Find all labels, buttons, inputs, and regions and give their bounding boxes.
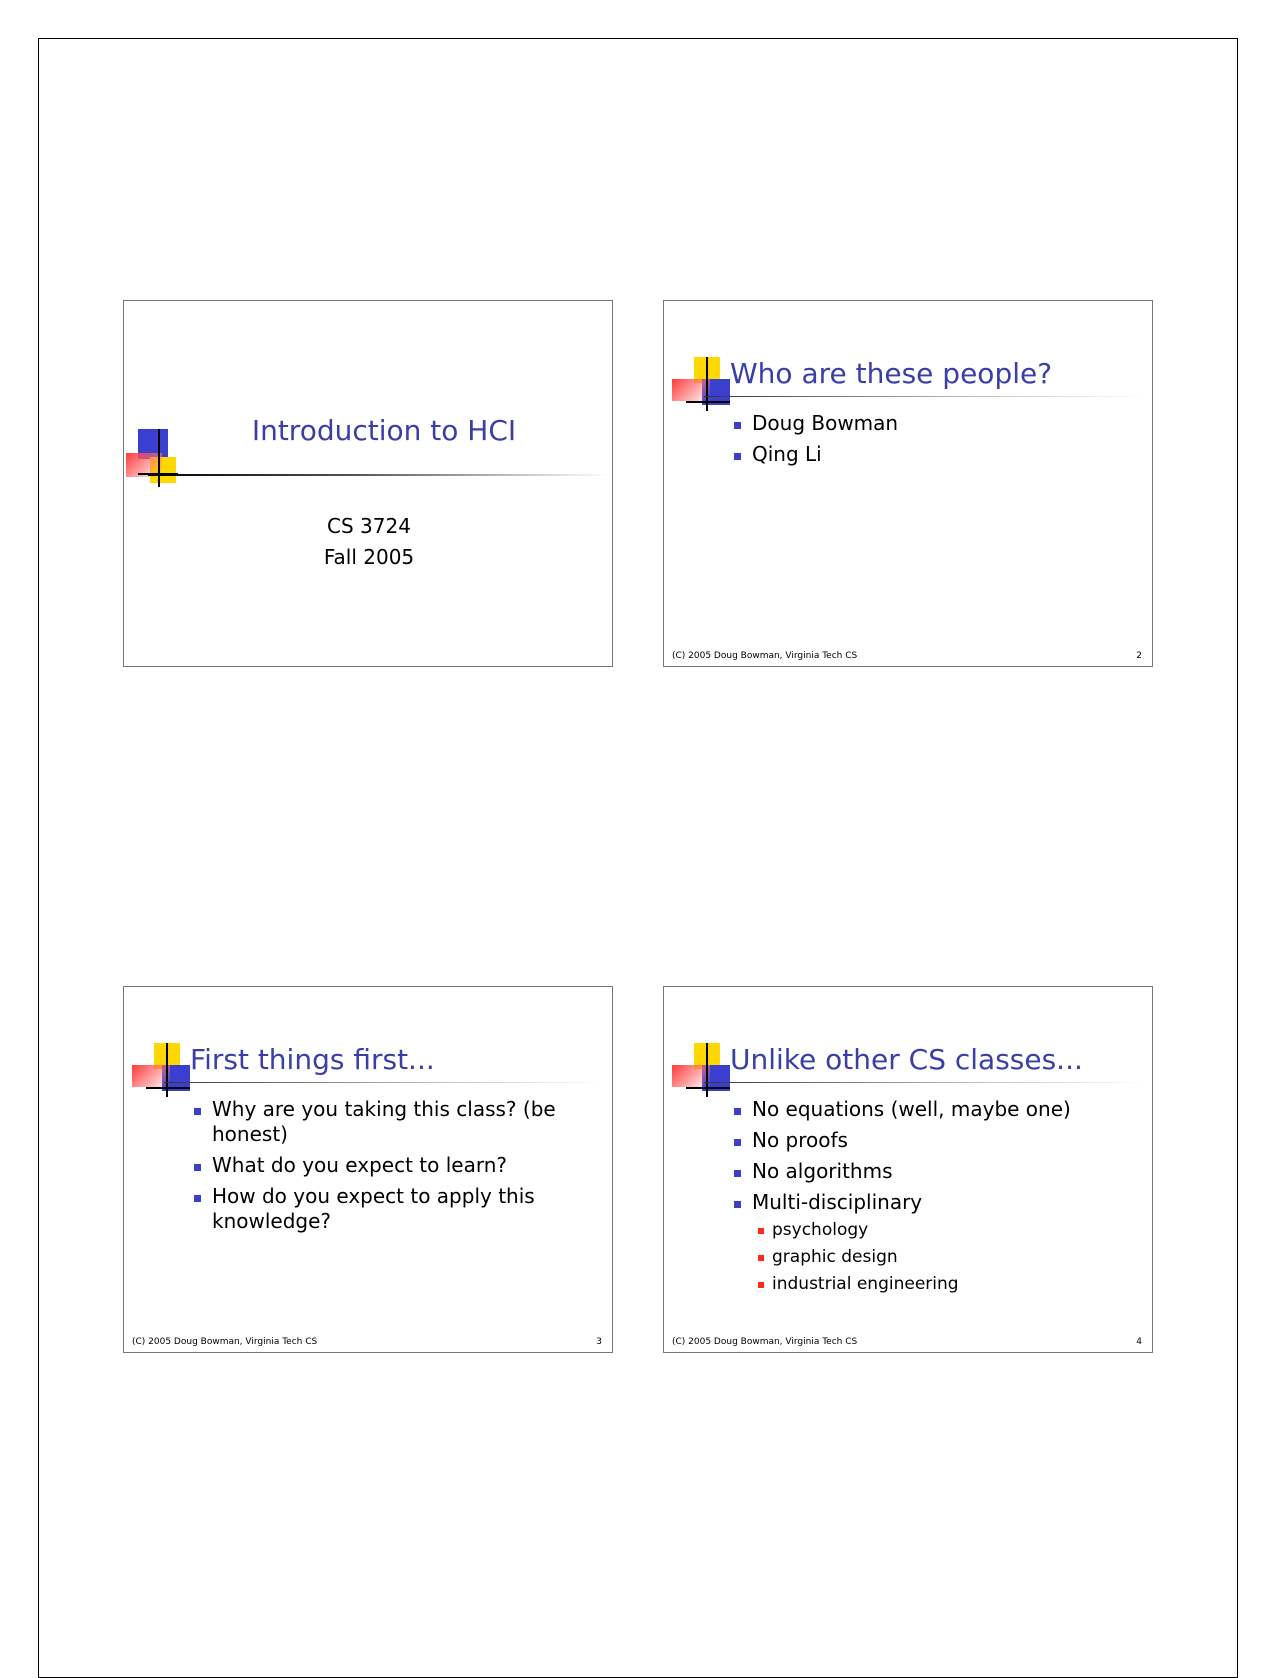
- bullet-list: [732, 411, 898, 473]
- list-item: How do you expect to apply this knowledge?: [192, 1184, 562, 1234]
- bullet-icon: [194, 1164, 201, 1171]
- slide-subtitle: [124, 511, 613, 573]
- sub-bullet-icon: [758, 1282, 764, 1288]
- sub-list-item: psychology: [756, 1219, 1071, 1241]
- bullet-icon: [194, 1108, 201, 1115]
- slide-title: Who are these people?: [730, 357, 1053, 390]
- bullet-icon: [734, 1139, 741, 1146]
- bullet-icon: [734, 1170, 741, 1177]
- page-number: 4: [1136, 1337, 1142, 1347]
- slide-logo-icon: [132, 1043, 192, 1103]
- slide-4[interactable]: [663, 986, 1153, 1353]
- bullet-list: [732, 1097, 1071, 1301]
- sub-bullet-icon: [758, 1255, 764, 1261]
- page-number: 3: [596, 1337, 602, 1347]
- sub-list-item: industrial engineering: [756, 1273, 1071, 1295]
- list-item: No proofs: [732, 1128, 1071, 1153]
- sub-list-item: graphic design: [756, 1246, 1071, 1268]
- list-item: What do you expect to learn?: [192, 1153, 562, 1178]
- bullet-icon: [194, 1195, 201, 1202]
- slide-2[interactable]: [663, 300, 1153, 667]
- title-rule: [148, 474, 608, 476]
- slide-title: Unlike other CS classes...: [730, 1043, 1083, 1076]
- slide-footer: (C) 2005 Doug Bowman, Virginia Tech CS: [672, 651, 858, 661]
- page-number: 2: [1136, 651, 1142, 661]
- subtitle-line: CS 3724: [327, 514, 411, 538]
- slide-footer: (C) 2005 Doug Bowman, Virginia Tech CS: [132, 1337, 318, 1347]
- list-item: No equations (well, maybe one): [732, 1097, 1071, 1122]
- slide-title: Introduction to HCI: [251, 414, 517, 447]
- page-frame: [38, 38, 1238, 1678]
- slide-footer: (C) 2005 Doug Bowman, Virginia Tech CS: [672, 1337, 858, 1347]
- list-item: No algorithms: [732, 1159, 1071, 1184]
- title-rule: [164, 1082, 604, 1083]
- slide-logo-icon: [672, 1043, 732, 1103]
- list-item: Qing Li: [732, 442, 898, 467]
- title-rule: [704, 396, 1144, 397]
- slide-3[interactable]: [123, 986, 613, 1353]
- bullet-icon: [734, 1201, 741, 1208]
- slide-1[interactable]: [123, 300, 613, 667]
- list-item: Multi-disciplinary psychology graphic design industrial engineering: [732, 1190, 1071, 1295]
- list-item: Why are you taking this class? (be honest): [192, 1097, 562, 1147]
- bullet-icon: [734, 1108, 741, 1115]
- bullet-icon: [734, 422, 741, 429]
- sub-bullet-list: [752, 1219, 1071, 1295]
- subtitle-line: Fall 2005: [323, 545, 415, 569]
- sub-bullet-icon: [758, 1228, 764, 1234]
- bullet-icon: [734, 453, 741, 460]
- slide-logo-icon: [672, 357, 732, 417]
- bullet-list: [192, 1097, 562, 1240]
- list-item: Doug Bowman: [732, 411, 898, 436]
- slide-title: First things first...: [190, 1043, 435, 1076]
- title-rule: [704, 1082, 1144, 1083]
